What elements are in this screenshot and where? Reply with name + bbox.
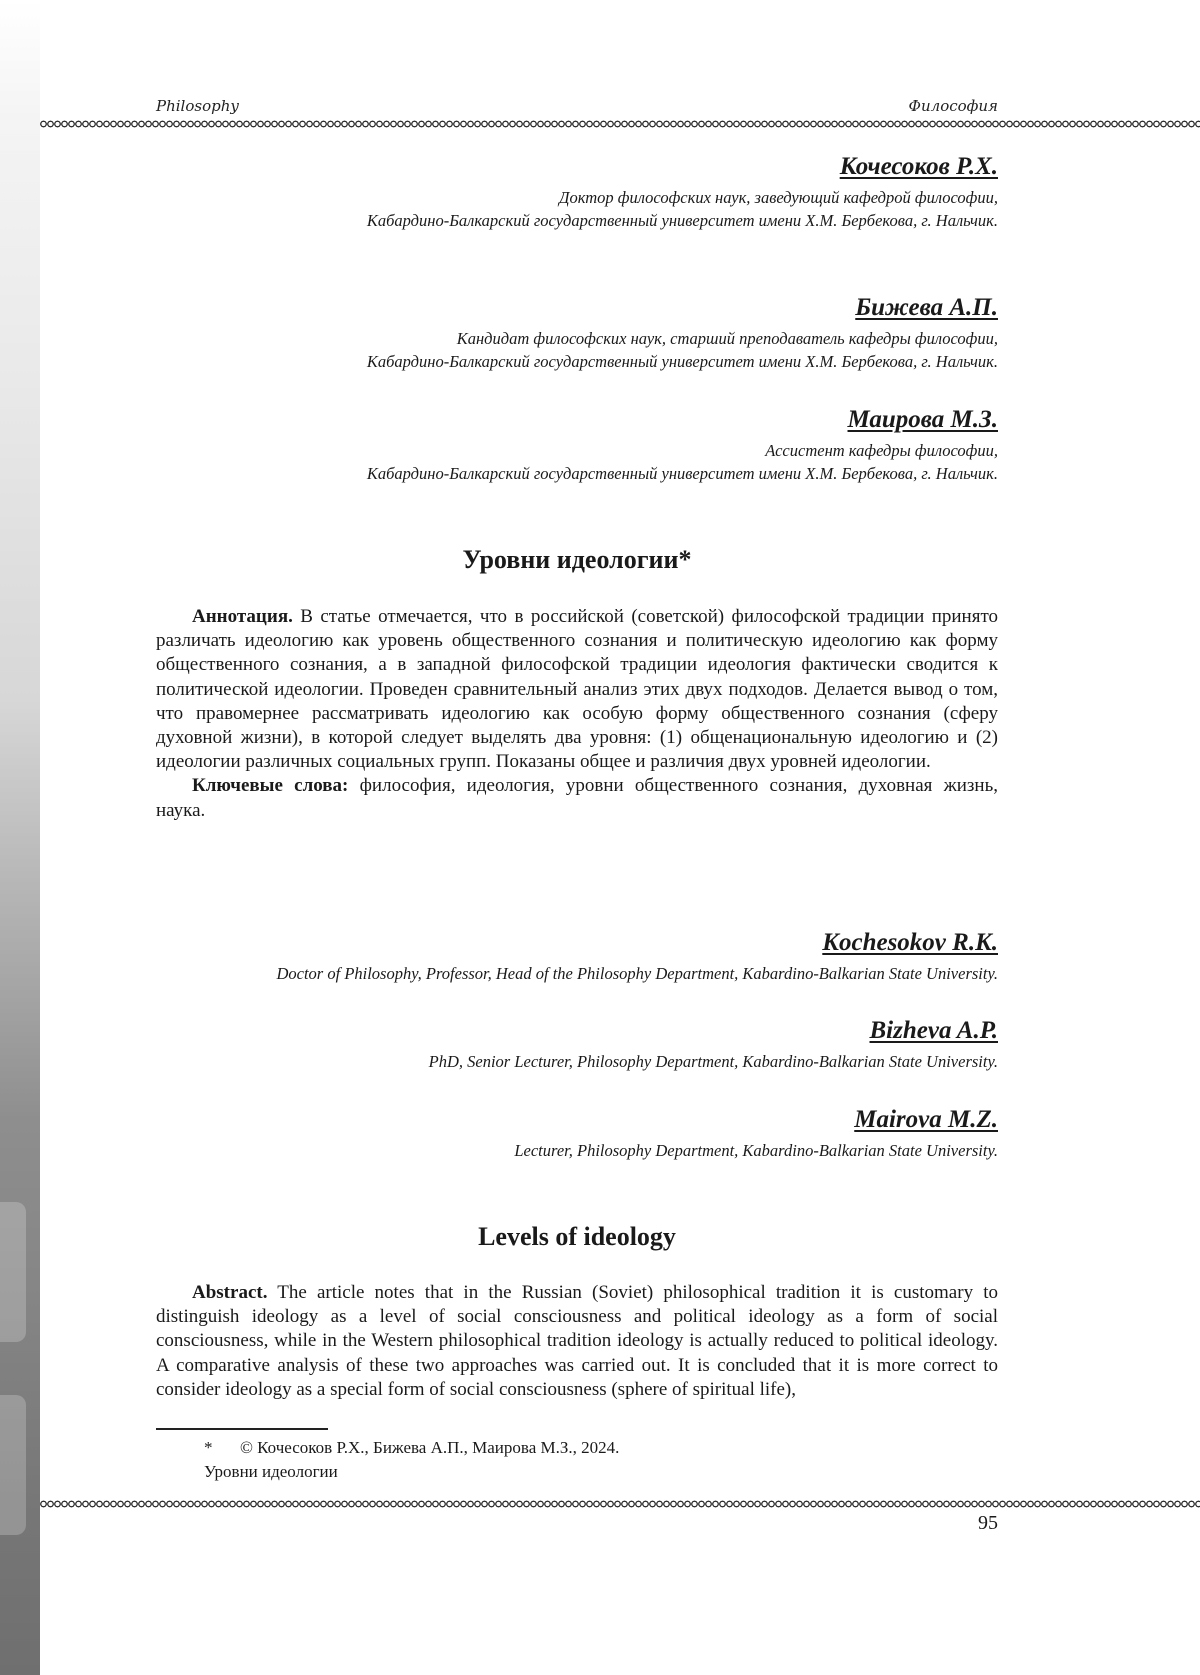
author-affiliation: Doctor of Philosophy, Professor, Head of the Philosophy Department, Kabardino-Balkarian State University. xyxy=(120,962,998,985)
author-name: Бижева А.П. xyxy=(156,293,998,323)
author-affiliation: Lecturer, Philosophy Department, Kabardino-Balkarian State University. xyxy=(156,1139,998,1162)
page-number: 95 xyxy=(978,1512,998,1535)
abstract-en xyxy=(156,1281,998,1402)
article-title-ru: Уровни идеологии* xyxy=(156,545,998,575)
author-name: Кочесоков Р.Х. xyxy=(156,152,998,182)
author-block-ru-2 xyxy=(156,293,998,373)
keywords-label: Ключевые слова: xyxy=(192,775,348,796)
author-block-ru-1 xyxy=(156,152,998,232)
running-head-right: Философия xyxy=(909,97,998,115)
author-affiliation: Кандидат философских наук, старший преподаватель кафедры философии, xyxy=(156,327,998,350)
running-head-left: Philosophy xyxy=(156,97,239,115)
bottom-chain-border xyxy=(40,1500,1200,1508)
author-block-en-2 xyxy=(156,1016,998,1073)
author-block-en-3 xyxy=(156,1105,998,1162)
author-name: Bizheva A.P. xyxy=(156,1016,998,1046)
author-affiliation: Кабардино-Балкарский государственный университет имени Х.М. Бербекова, г. Нальчик. xyxy=(156,350,998,373)
author-name: Маирова М.З. xyxy=(156,405,998,435)
author-affiliation: Доктор философских наук, заведующий кафедрой философии, xyxy=(156,186,998,209)
keywords-text: философия, идеология, уровни общественного сознания, духовная жизнь, наука. xyxy=(156,775,998,820)
author-affiliation: Кабардино-Балкарский государственный университет имени Х.М. Бербекова, г. Нальчик. xyxy=(156,462,998,485)
abstract-label: Аннотация. xyxy=(192,606,293,627)
abstract-label: Abstract. xyxy=(192,1282,267,1303)
footnote-title: Уровни идеологии xyxy=(204,1460,904,1484)
author-affiliation: PhD, Senior Lecturer, Philosophy Department, Kabardino-Balkarian State University. xyxy=(156,1050,998,1073)
top-chain-border xyxy=(40,120,1200,128)
side-gradient-strip xyxy=(0,0,40,1675)
footnote xyxy=(204,1436,904,1484)
footnote-rule xyxy=(156,1428,328,1430)
footnote-copyright: © Кочесоков Р.Х., Бижева А.П., Маирова М.З., 2024. xyxy=(204,1436,904,1460)
abstract-ru xyxy=(156,605,998,823)
side-tab xyxy=(0,1395,26,1535)
abstract-text: В статье отмечается, что в российской (советской) философской традиции принято различать идеологию как уровень общественного сознания и политическую идеологию как форму общественного сознания, а в западной философской традиции идеология фактически сводится к политической идеологии. Проведен сравнительный анализ этих двух подходов. Делается вывод о том, что правомернее рассматривать идеологию как особую форму общественного сознания (сферу духовной жизни), в которой следует выделять два уровня: (1) общенациональную идеологию и (2) идеологии различных социальных групп. Показаны общее и различия двух уровней идеологии. xyxy=(156,606,998,772)
author-affiliation: Ассистент кафедры философии, xyxy=(156,439,998,462)
footnote-mark: * xyxy=(204,1436,213,1460)
author-name: Mairova M.Z. xyxy=(156,1105,998,1135)
author-block-ru-3 xyxy=(156,405,998,485)
article-title-en: Levels of ideology xyxy=(156,1222,998,1252)
author-affiliation: Кабардино-Балкарский государственный университет имени Х.М. Бербекова, г. Нальчик. xyxy=(156,209,998,232)
author-name: Kochesokov R.K. xyxy=(120,928,998,958)
author-block-en-1 xyxy=(120,928,998,985)
side-tab xyxy=(0,1202,26,1342)
abstract-text: The article notes that in the Russian (Soviet) philosophical tradition it is customary to distinguish ideology as a level of social consciousness and political ideology as a form of social consciousness, while in the Western philosophical tradition ideology is actually reduced to political ideology. A comparative analysis of these two approaches was carried out. It is concluded that it is more correct to consider ideology as a special form of social consciousness (sphere of spiritual life), xyxy=(156,1282,998,1400)
